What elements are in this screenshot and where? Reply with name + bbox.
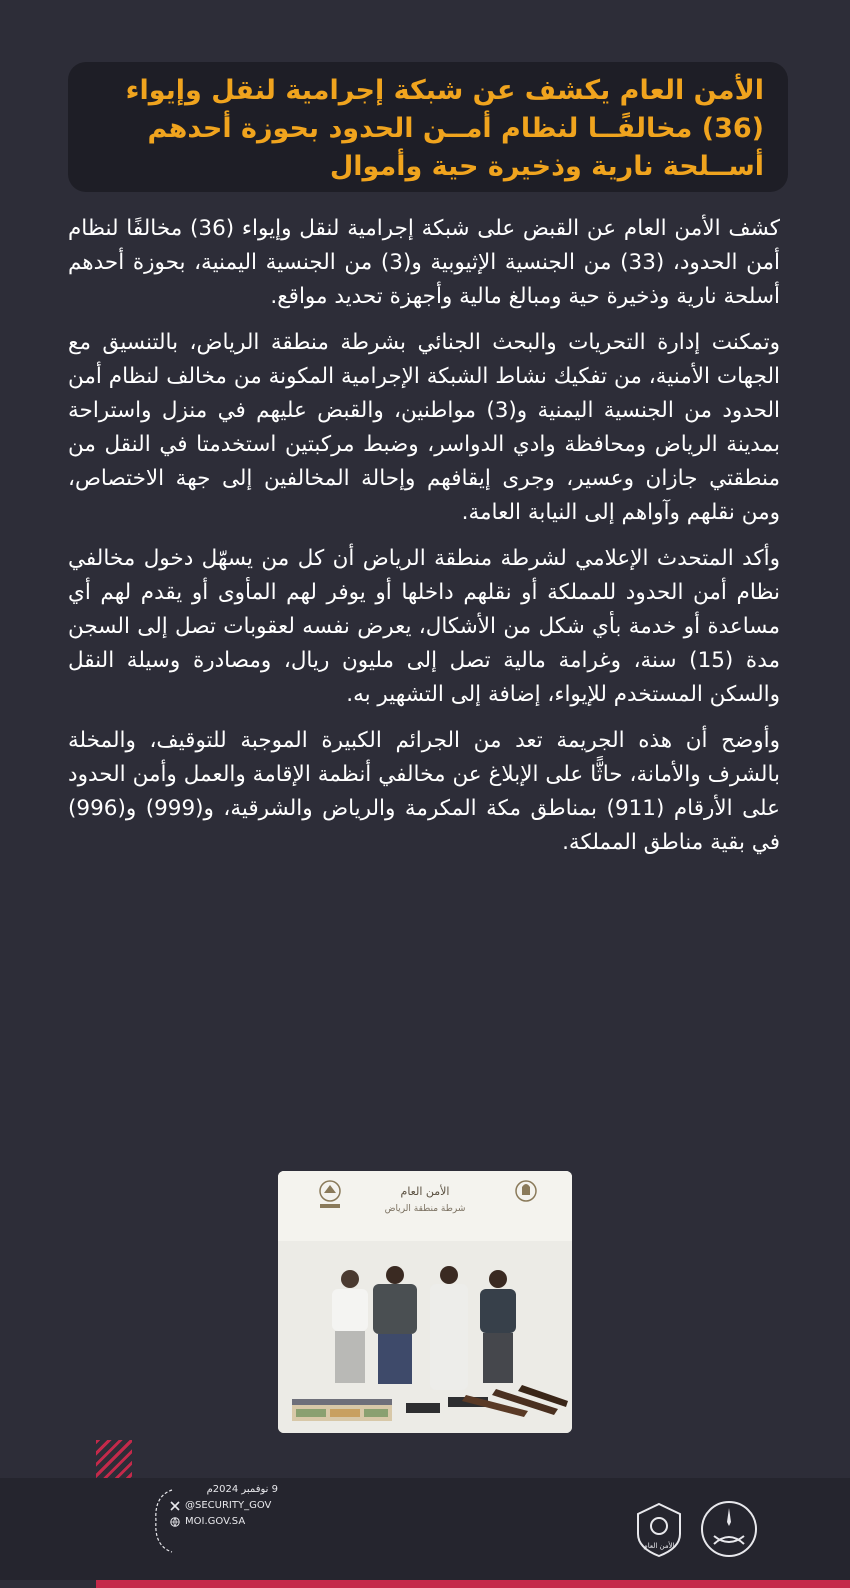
post-date: 9 نوفمبر 2024م bbox=[206, 1484, 278, 1495]
paragraph-2: وتمكنت إدارة التحريات والبحث الجنائي بشرطة منطقة الرياض، بالتنسيق مع الجهات الأمنية، من تفكيك نشاط الشبكة الإجرامية المكونة من مخالف لنظام أمن الحدود من الجنسية اليمنية و(3) مواطنين، والقبض عليهم في منزل واستراحة بمدينة الرياض ومحافظة وادي الدواسر، وضبط مركبتين استخدمتا في النقل من منطقتي جازان وعسير، وجرى إيقافهم وإحالة المخالفين إلى جهة الاختصاص، ومن نقلهم وآواهم إلى النيابة العامة. bbox=[68, 330, 780, 525]
paragraph-1: كشف الأمن العام عن القبض على شبكة إجرامية لنقل وإيواء (36) مخالفًا لنظام أمن الحدود، (33) من الجنسية الإثيوبية و(3) من الجنسية اليمنية، بحوزة أحدهم أسلحة نارية وذخيرة حية ومبالغ مالية وأجهزة تحديد مواقع. bbox=[68, 216, 780, 309]
security-logo-caption: الأمن العام bbox=[643, 1542, 675, 1550]
banner-subtitle: شرطة منطقة الرياض bbox=[384, 1204, 466, 1214]
footer-bracket-icon bbox=[150, 1486, 176, 1556]
x-handle-row[interactable] bbox=[170, 1498, 310, 1514]
paragraph-4: وأوضح أن هذه الجريمة تعد من الجرائم الكبيرة الموجبة للتوقيف، والمخلة بالشرف والأمانة، حاثًّا على الإبلاغ عن مخالفي أنظمة الإقامة والعمل وأمن الحدود على الأرقام (911) بمناطق مكة المكرمة والرياض والشرقية، و(999) و(996) في بقية مناطق المملكة. bbox=[68, 728, 780, 855]
headline: الأمن العام يكشف عن شبكة إجرامية لنقل وإيواء (36) مخالفًــا لنظام أمــن الحدود بحوزة أحدهم أســلحة نارية وذخيرة حية وأموال bbox=[125, 75, 764, 182]
photo-illustration bbox=[278, 1171, 572, 1433]
article-body bbox=[68, 212, 780, 872]
website-link[interactable]: MOI.GOV.SA bbox=[185, 1516, 246, 1527]
x-handle[interactable]: @SECURITY_GOV bbox=[185, 1500, 272, 1511]
bottom-accent-bar bbox=[96, 1580, 850, 1588]
website-row[interactable] bbox=[170, 1514, 310, 1530]
seized-cash bbox=[292, 1399, 392, 1421]
news-photo bbox=[278, 1171, 572, 1433]
banner-title: الأمن العام bbox=[400, 1185, 450, 1198]
paragraph-3: وأكد المتحدث الإعلامي لشرطة منطقة الرياض أن كل من يسهّل دخول مخالفي نظام أمن الحدود للمملكة أو نقلهم داخلها أو يوفر لهم المأوى أو يقدم لهم أي مساعدة أو خدمة بأي شكل من الأشكال، يعرض نفسه لعقوبات تصل إلى السجن مدة (15) سنة، وغرامة مالية تصل إلى مليون ريال، ومصادرة وسيلة النقل والسكن المستخدم للإيواء، إضافة إلى التشهير به. bbox=[68, 546, 780, 707]
footer bbox=[0, 1478, 850, 1580]
footer-info bbox=[170, 1482, 310, 1530]
person-3 bbox=[430, 1266, 468, 1390]
saudi-emblem-icon bbox=[700, 1500, 758, 1558]
headline-box bbox=[68, 62, 788, 192]
public-security-logo-icon bbox=[630, 1500, 688, 1558]
